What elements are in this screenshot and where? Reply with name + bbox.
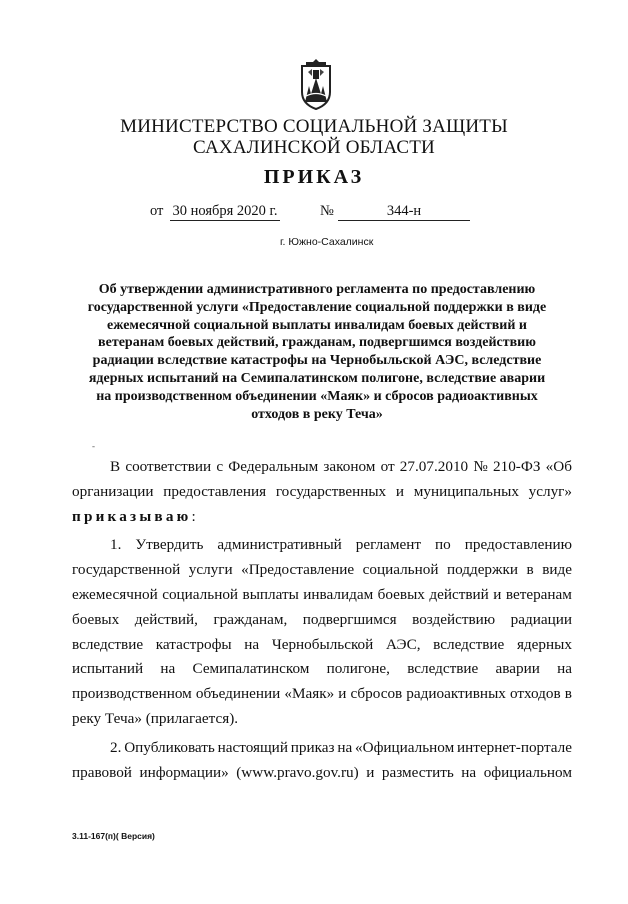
word: ядерных <box>516 635 572 653</box>
word: разместить <box>381 763 454 781</box>
word: услуг» <box>528 482 572 500</box>
document-version: 3.11-167(п)( Версия) <box>72 831 155 841</box>
word: интернет-портале <box>457 738 572 756</box>
word: подвергшимся <box>302 610 397 628</box>
word: на <box>461 763 477 781</box>
word: вследствие <box>433 635 505 653</box>
word: воздействию <box>412 610 496 628</box>
text-line <box>72 761 572 786</box>
word: административный <box>217 536 342 554</box>
word: настоящий <box>217 738 288 756</box>
ministry-line-1: МИНИСТЕРСТВО СОЦИАЛЬНОЙ ЗАЩИТЫ <box>120 116 508 137</box>
word: радиации <box>510 610 572 628</box>
date-number-line <box>0 203 628 225</box>
margin-mark: - <box>92 441 95 451</box>
word: виде <box>542 561 572 579</box>
order-word: приказываю <box>72 507 192 525</box>
word: в <box>564 685 572 703</box>
subject-line: отходов в реку Теча» <box>251 406 383 422</box>
word: правовой <box>72 763 132 781</box>
text-line <box>72 505 572 530</box>
word: «Официальном <box>355 738 455 756</box>
word: регламент <box>355 536 422 554</box>
subject-line: государственной услуги «Предоставление социальной поддержки в виде <box>87 299 547 315</box>
word: вследствие <box>72 635 144 653</box>
ministry-name <box>0 116 628 158</box>
text-line <box>72 657 572 682</box>
ministry-line-2: САХАЛИНСКОЙ ОБЛАСТИ <box>193 137 435 158</box>
order-subject <box>72 281 562 423</box>
subject-line: радиации вследствие катастрофы на Чернобыльской АЭС, вследствие <box>92 353 542 369</box>
word: Семипалатинском <box>192 660 310 678</box>
text-line <box>72 480 572 505</box>
subject-line: на производственном объединении «Маяк» и сбросов радиоактивных <box>96 388 538 404</box>
date-prefix: от <box>150 203 164 219</box>
word: соответствии <box>125 458 212 475</box>
word: выплаты <box>242 585 299 603</box>
word: на <box>160 660 176 678</box>
word: 1. <box>110 536 122 554</box>
word: ветеранам <box>505 585 572 603</box>
word: с <box>216 458 224 475</box>
word: действий <box>429 585 489 603</box>
word: полигоне, <box>326 660 390 678</box>
word: муниципальных <box>413 482 519 500</box>
word: 210-ФЗ <box>493 458 541 475</box>
text-line <box>72 682 572 707</box>
word: вследствие <box>407 660 479 678</box>
subject-line: ежемесячной социальной выплаты инвалидам боевых действий и <box>107 317 527 333</box>
word: и <box>493 585 502 603</box>
word: № <box>473 458 488 475</box>
word: на <box>244 635 260 653</box>
word: на <box>557 660 572 678</box>
word: катастрофы <box>155 635 232 653</box>
city: г. Южно-Сахалинск <box>280 236 374 248</box>
word: по <box>435 536 451 554</box>
word: и <box>395 482 405 500</box>
word: (www.pravo.gov.ru) <box>236 763 359 781</box>
number-prefix: № <box>320 203 334 219</box>
text-line <box>110 455 572 480</box>
order-date: 30 ноября 2020 г. <box>170 203 280 221</box>
text-line <box>110 736 572 761</box>
order-number: 344-н <box>338 203 470 221</box>
word: организации <box>72 482 154 500</box>
word: на <box>337 738 353 756</box>
word: действий, <box>134 610 198 628</box>
word: боевых <box>72 610 120 628</box>
word: социальной <box>362 561 439 579</box>
word: объединении <box>195 685 281 703</box>
text-line <box>72 583 572 608</box>
text-line <box>72 633 572 658</box>
word: поддержки <box>446 561 519 579</box>
word: АЭС, <box>385 635 421 653</box>
word: «Об <box>545 458 572 475</box>
subject-line: ядерных испытаний на Семипалатинском полигоне, вследствие аварии <box>88 370 546 386</box>
word: официальном <box>483 763 572 781</box>
text-line <box>72 558 572 583</box>
word: Федеральным <box>228 458 319 475</box>
sakhalin-coat-of-arms-icon <box>298 58 334 110</box>
word: радиоактивных <box>406 685 506 703</box>
word: Утвердить <box>135 536 204 554</box>
word: в <box>526 561 534 579</box>
order-colon: : <box>191 507 196 525</box>
subject-line: ветеранам боевых действий, гражданам, подвергшимся воздействию <box>98 335 536 351</box>
word: инвалидам <box>303 585 374 603</box>
word: государственной <box>72 561 181 579</box>
word: Опубликовать <box>124 738 215 756</box>
text-line: реку Теча» (прилагается). <box>72 709 239 727</box>
word: и <box>366 763 375 781</box>
word: информации» <box>139 763 229 781</box>
word: от <box>380 458 395 475</box>
document-type: ПРИКАЗ <box>263 166 365 188</box>
word: отходов <box>509 685 561 703</box>
word: боевых <box>377 585 425 603</box>
word: приказ <box>290 738 335 756</box>
word: предоставления <box>163 482 267 500</box>
word: 2. <box>110 738 122 756</box>
word: сбросов <box>350 685 403 703</box>
word: гражданам, <box>213 610 288 628</box>
word: услуги <box>188 561 233 579</box>
word: социальной <box>162 585 239 603</box>
word: Чернобыльской <box>271 635 374 653</box>
word: и <box>338 685 347 703</box>
word: аварии <box>495 660 540 678</box>
word: производственном <box>72 685 192 703</box>
word: ежемесячной <box>72 585 158 603</box>
word: предоставлению <box>464 536 572 554</box>
order-body <box>72 455 572 785</box>
word: «Предоставление <box>241 561 355 579</box>
word: «Маяк» <box>284 685 335 703</box>
subject-line: Об утверждении административного регламента по предоставлению <box>98 282 536 297</box>
text-line <box>72 608 572 633</box>
word: испытаний <box>72 660 144 678</box>
word: В <box>110 458 121 475</box>
word: 27.07.2010 <box>399 458 469 475</box>
word: законом <box>323 458 376 475</box>
word: государственных <box>275 482 387 500</box>
text-line <box>110 533 572 558</box>
